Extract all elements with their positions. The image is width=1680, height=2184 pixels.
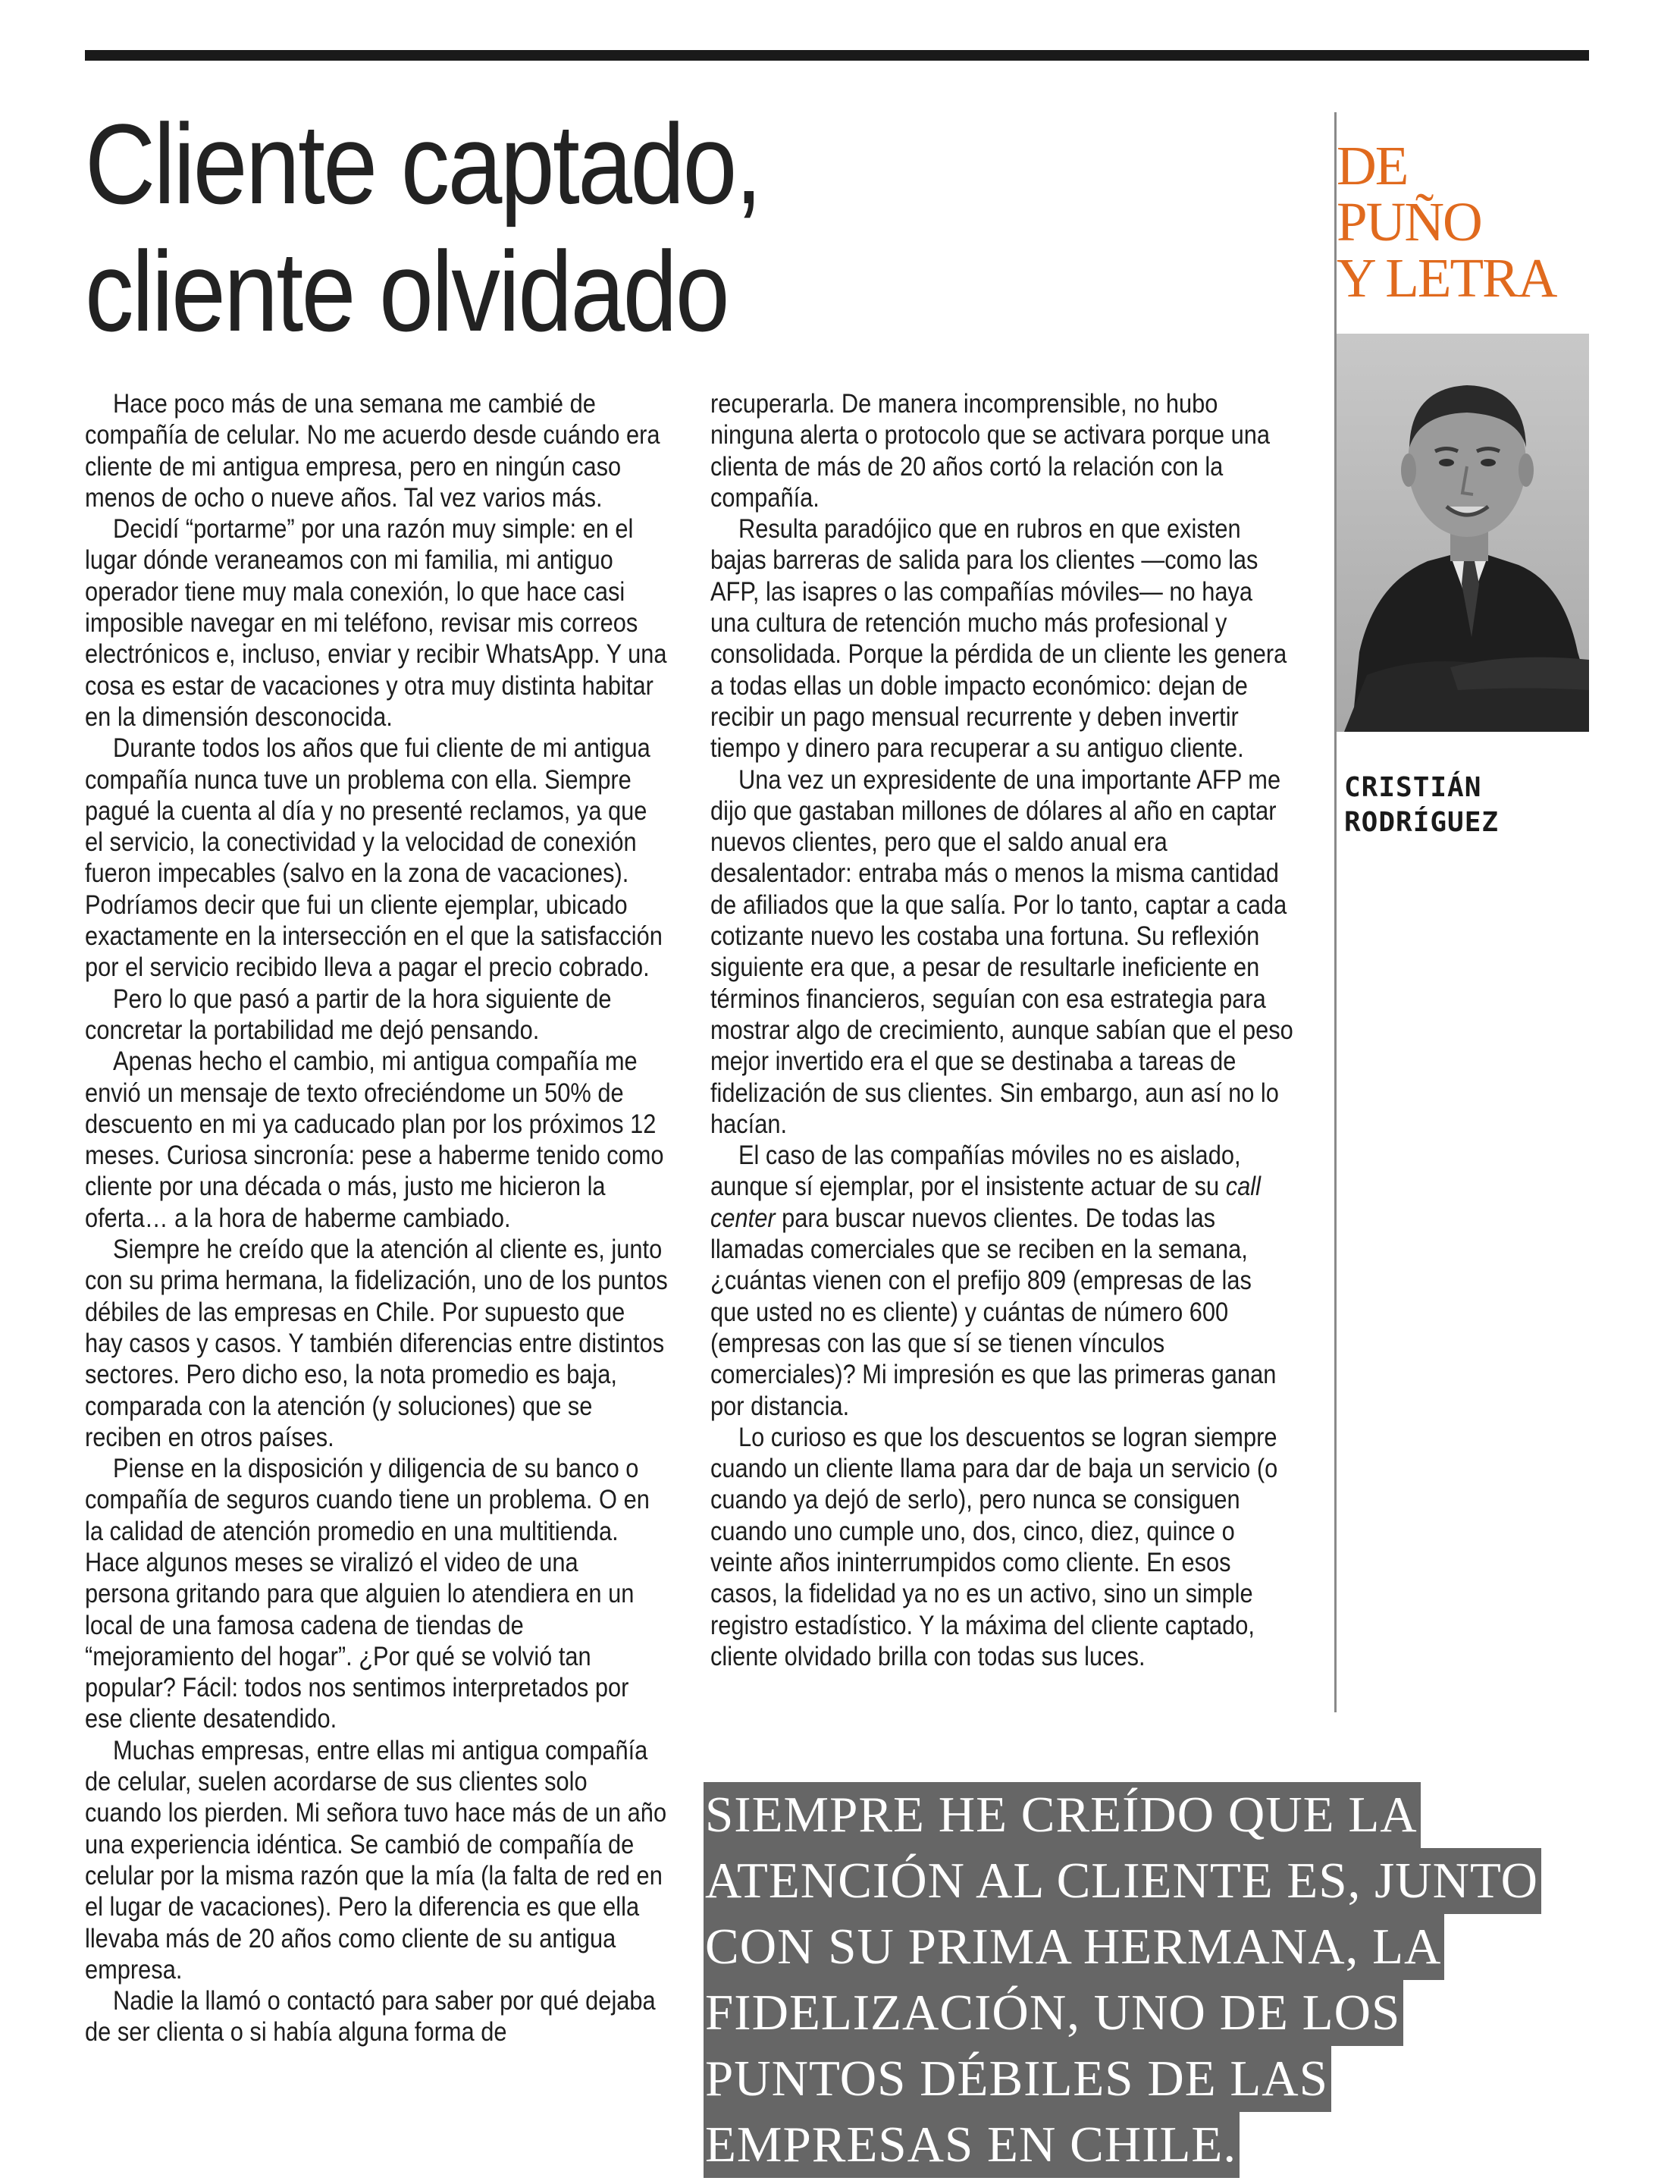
author-portrait-image (1337, 334, 1589, 732)
paragraph: Piense en la disposición y diligencia de su banco o compañía de seguros cuando tiene un problema. O en la calidad de atención promedio en una multitienda. Hace algunos meses se viralizó el video de una persona gritando para que alguien lo atendiera en un local de una famosa cadena de tiendas de “mejoramiento del hogar”. ¿Por qué se volvió tan popular? Fácil: todos nos sentimos interpretados por ese cliente desatendido. (85, 1454, 650, 1734)
author-first-name: CRISTIÁN (1344, 772, 1482, 803)
paragraph: Lo curioso es que los descuentos se logran siempre cuando un cliente llama para dar de baja un servicio (o cuando ya dejó de serlo), pero nunca se consiguen cuando uno cumple uno, dos, cinco, diez, quince o veinte años ininterrumpidos como cliente. En esos casos, la fidelidad ya no es un activo, sino un simple registro estadístico. Y la máxima del cliente captado, cliente olvidado brilla con todas sus luces. (710, 1422, 1278, 1671)
author-last-name: RODRÍGUEZ (1344, 807, 1500, 838)
article-column-1 (85, 388, 669, 2048)
paragraph: Decidí “portarme” por una razón muy simple: en el lugar dónde veraneamos con mi familia, mi antiguo operador tiene muy mala conexión, lo que hace casi imposible navegar en mi teléfono, revisar mis correos electrónicos e, incluso, enviar y recibir WhatsApp. Y una cosa es estar de vacaciones y otra muy distinta habitar en la dimensión desconocida. (85, 514, 667, 732)
paragraph-text: para buscar nuevos clientes. De todas las llamadas comerciales que se reciben en la semana, ¿cuántas vienen con el prefijo 809 (empresas de las que usted no es cliente) y cuántas de número 600 (empresas con las que sí se tienen vínculos comerciales)? Mi impresión es que las primeras ganan por distancia. (710, 1203, 1277, 1421)
paragraph: Resulta paradójico que en rubros en que existen bajas barreras de salida para los clientes —como las AFP, las isapres o las compañías móviles— no haya una cultura de retención mucho más profesional y consolidada. Porque la pérdida de un cliente les genera a todas ellas un doble impacto económico: dejan de recibir un pago mensual recurrente y deben invertir tiempo y dinero para recuperar a su antiguo cliente. (710, 514, 1287, 764)
section-title-line: DE (1337, 135, 1408, 196)
pull-quote-line: CON SU PRIMA HERMANA, LA (704, 1914, 1444, 1980)
author-name (1344, 770, 1587, 840)
paragraph: Muchas empresas, entre ellas mi antigua compañía de celular, suelen acordarse de sus clientes solo cuando los pierden. Mi señora tuvo hace más de un año una experiencia idéntica. Se cambió de compañía de celular por la misma razón que la mía (la falta de red en el lugar de vacaciones). Pero la diferencia es que ella llevaba más de 20 años como cliente de su antigua empresa. (85, 1735, 667, 1985)
author-photo (1337, 334, 1589, 732)
top-rule (85, 50, 1589, 61)
headline-line-1: Cliente captado, (85, 100, 761, 228)
pull-quote (704, 1782, 1606, 2178)
paragraph-text: El caso de las compañías móviles no es aislado, aunque sí ejemplar, por el insistente actuar de su (710, 1141, 1241, 1202)
paragraph: Pero lo que pasó a partir de la hora siguiente de concretar la portabilidad me dejó pensando. (85, 984, 612, 1045)
paragraph: Una vez un expresidente de una importante AFP me dijo que gastaban millones de dólares al año en captar nuevos clientes, pero que el saldo anual era desalentador: entraba más o menos la misma cantidad de afiliados que la que salía. Por lo tanto, captar a cada cotizante nuevo les costaba una fortuna. Su reflexión siguiente era que, a pesar de resultarle ineficiente en términos financieros, seguían con esa estrategia para mostrar algo de crecimiento, aunque sabían que el peso mejor invertido era el que se destinaba a tareas de fidelización de sus clientes. Sin embargo, aun así no lo hacían. (710, 764, 1293, 1139)
headline (85, 100, 1128, 355)
article-column-2 (710, 388, 1294, 1672)
emphasis-text: call center (710, 1172, 1261, 1233)
paragraph: Durante todos los años que fui cliente de mi antigua compañía nunca tuve un problema con ella. Siempre pagué la cuenta al día y no presenté reclamos, ya que el servicio, la conectividad y la velocidad de conexión fueron impecables (salvo en la zona de vacaciones). Podríamos decir que fui un cliente ejemplar, ubicado exactamente en la intersección en el que la satisfacción por el servicio recibido lleva a pagar el precio cobrado. (85, 733, 663, 983)
pull-quote-line: ATENCIÓN AL CLIENTE ES, JUNTO (704, 1848, 1541, 1914)
section-title-line: PUÑO (1337, 191, 1481, 253)
paragraph: Apenas hecho el cambio, mi antigua compañía me envió un mensaje de texto ofreciéndome un 50% de descuento en mi ya caducado plan por los próximos 12 meses. Curiosa sincronía: pese a haberme tenido como cliente por una década o más, justo me hicieron la oferta… a la hora de haberme cambiado. (85, 1046, 664, 1233)
paragraph: Hace poco más de una semana me cambié de compañía de celular. No me acuerdo desde cuándo era cliente de mi antigua empresa, pero en ningún caso menos de ocho o nueve años. Tal vez varios más. (85, 389, 660, 513)
headline-line-2: cliente olvidado (85, 228, 729, 355)
pull-quote-line: EMPRESAS EN CHILE. (704, 2112, 1240, 2178)
paragraph: Nadie la llamó o contactó para saber por qué dejaba de ser clienta o si había alguna forma de (85, 1986, 656, 2048)
paragraph (710, 1140, 1294, 1422)
pull-quote-line: FIDELIZACIÓN, UNO DE LOS (704, 1980, 1403, 2046)
pull-quote-line: SIEMPRE HE CREÍDO QUE LA (704, 1782, 1421, 1848)
section-title-line: Y LETRA (1337, 247, 1556, 309)
paragraph: Siempre he creído que la atención al cliente es, junto con su prima hermana, la fidelización, uno de los puntos débiles de las empresas en Chile. Por supuesto que hay casos y casos. Y también diferencias entre distintos sectores. Pero dicho eso, la nota promedio es baja, comparada con la atención (y soluciones) que se reciben en otros países. (85, 1235, 668, 1452)
section-title (1337, 135, 1587, 309)
pull-quote-line: PUNTOS DÉBILES DE LAS (704, 2046, 1331, 2112)
paragraph-continued: recuperarla. De manera incomprensible, no hubo ninguna alerta o protocolo que se activara porque una clienta de más de 20 años cortó la relación con la compañía. (710, 389, 1271, 513)
